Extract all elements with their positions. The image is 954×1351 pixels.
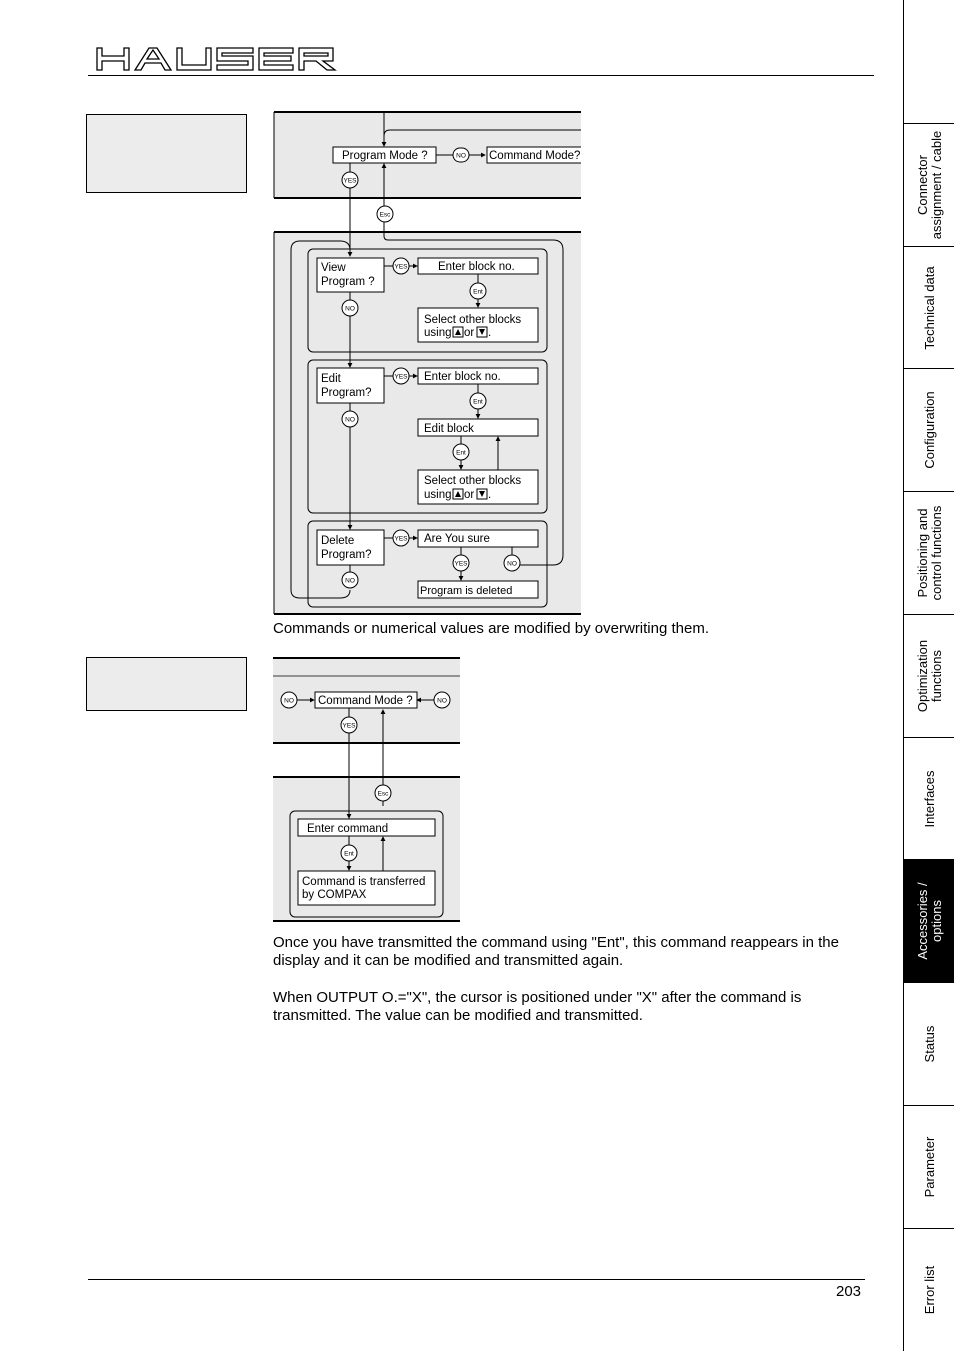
enter-block-box-2: Enter block no. [424,371,501,383]
tab-parameter[interactable] [904,1106,954,1229]
page-number: 203 [836,1283,862,1300]
caption-overwrite: Commands or numerical values are modified by overwriting them. [273,620,710,637]
ent-button: Ent [473,398,483,406]
tab-configuration[interactable] [904,369,954,492]
view-program-box-line1: View [321,262,346,274]
select-blocks-1-pre: using [424,327,452,339]
tab-technical-data[interactable] [904,247,954,369]
yes-button: YES [342,722,356,730]
transferred-box-line1: Command is transferred [302,876,426,888]
command-mode-box: Command Mode ? [318,695,413,707]
no-button: NO [345,577,355,585]
tab-interfaces[interactable] [904,738,954,860]
yes-button: YES [394,373,408,381]
edit-block-box: Edit block [424,423,474,435]
transferred-box-line2: by COMPAX [302,889,367,901]
tab-blank [904,0,954,124]
ent-button: Ent [344,850,354,858]
enter-command-box: Enter command [307,823,389,835]
tab-accessories[interactable] [904,860,954,983]
tab-label: Positioning and control functions [914,505,944,601]
footer-rule [88,1279,865,1280]
yes-button: YES [343,177,357,185]
delete-program-box-line1: Delete [321,535,355,547]
tab-label: Technical data [921,265,937,350]
tab-positioning[interactable] [904,492,954,615]
are-you-sure-box: Are You sure [424,533,490,545]
select-blocks-1-mid: or [464,327,475,339]
enter-block-box-1: Enter block no. [438,261,515,273]
yes-button: YES [394,535,408,543]
no-button: NO [507,560,517,568]
program-mode-box: Program Mode ? [342,150,428,162]
tab-label: Connector assignment / cable [914,130,944,240]
yes-button: YES [454,560,468,568]
esc-button: Esc [377,790,389,798]
paragraph-ent: Once you have transmitted the command using "Ent", this command reappears in the display and it can be modified and transmitted again. [273,934,839,969]
select-blocks-2-line1: Select other blocks [424,475,522,487]
view-program-box-line2: Program ? [321,276,375,288]
logo-text: HAUSER [95,46,100,47]
select-blocks-2-post: . [488,489,492,501]
tab-connector[interactable] [904,124,954,247]
tab-label: Status [921,1025,937,1063]
tab-label: Configuration [921,391,937,469]
no-button: NO [345,305,355,313]
tab-label: Error list [921,1265,937,1315]
tab-label: Accessories / options [914,882,944,960]
edit-program-box-line2: Program? [321,387,372,399]
chapter-tabs [903,0,954,1351]
select-blocks-1-post: . [488,327,492,339]
command-mode-box: Command Mode? [489,150,581,162]
tab-optimization[interactable] [904,615,954,738]
no-button: NO [437,697,447,705]
yes-button: YES [394,263,408,271]
ent-button: Ent [456,449,466,457]
no-button: NO [284,697,294,705]
select-blocks-2-mid: or [464,489,475,501]
select-blocks-1-line1: Select other blocks [424,314,522,326]
tab-label: Interfaces [921,769,937,828]
no-button: NO [456,152,466,160]
tab-error-list[interactable] [904,1229,954,1351]
tab-label: Optimization functions [914,639,944,713]
program-deleted-box: Program is deleted [420,585,513,597]
tab-status[interactable] [904,983,954,1106]
select-blocks-2-pre: using [424,489,452,501]
edit-program-box-line1: Edit [321,373,341,385]
tab-label: Parameter [921,1136,937,1198]
paragraph-output: When OUTPUT O.="X", the cursor is positioned under "X" after the command is transmitted. The value can be modified and transmitted. [273,989,802,1024]
esc-button: Esc [379,211,391,219]
no-button: NO [345,416,355,424]
ent-button: Ent [473,288,483,296]
delete-program-box-line2: Program? [321,549,372,561]
